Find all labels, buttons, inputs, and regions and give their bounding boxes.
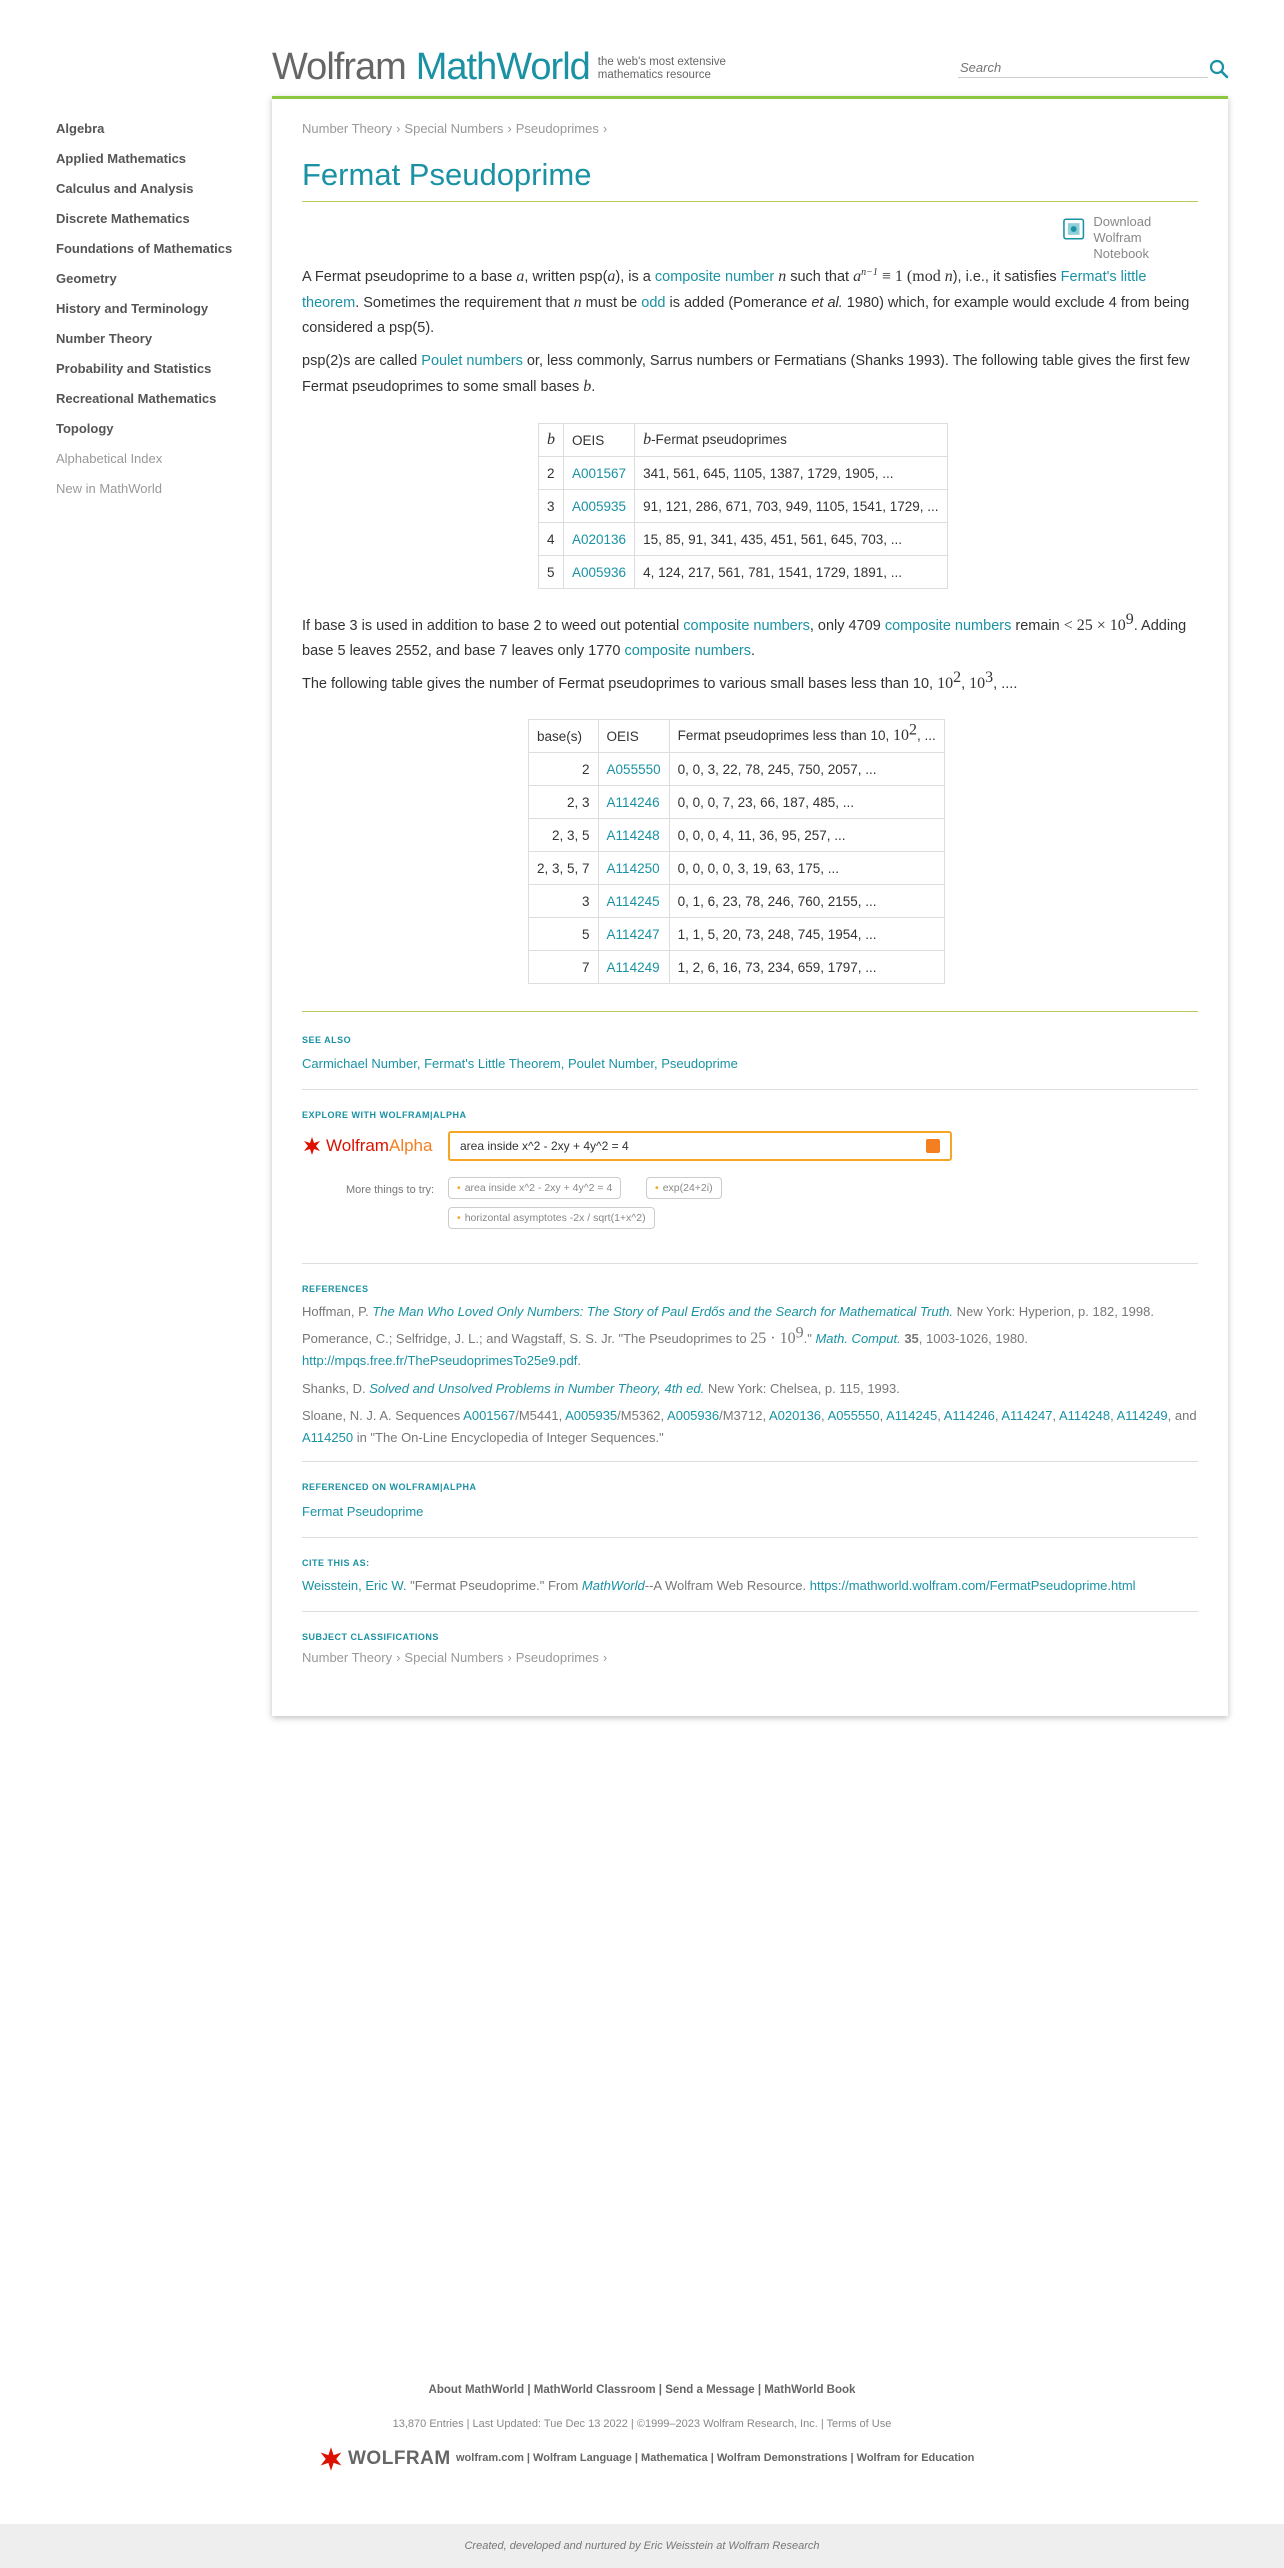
suggestion-text: horizontal asymptotes -2x / sqrt(1+x^2)	[464, 1212, 646, 1224]
text: --A Wolfram Web Resource.	[644, 1578, 810, 1593]
text: Shanks, D.	[302, 1381, 370, 1396]
table-cell: 3	[539, 490, 564, 523]
see-also-link[interactable]: Fermat's Little Theorem	[424, 1056, 561, 1071]
math-expression: 25 · 10	[750, 1330, 796, 1347]
referenced-on-links	[302, 1501, 1198, 1523]
math-n: n	[778, 268, 787, 285]
see-also-label: SEE ALSO	[302, 1035, 352, 1045]
text-italic: Math. Comput.	[815, 1331, 901, 1346]
breadcrumb-separator: ›	[602, 121, 608, 136]
sidebar-item-geometry[interactable]: Geometry	[56, 271, 117, 286]
text: , ....	[993, 676, 1018, 692]
citation-url-link[interactable]: https://mathworld.wolfram.com/FermatPseudoprime.html	[809, 1578, 1136, 1593]
oeis-link[interactable]: A114249	[1116, 1408, 1168, 1423]
text: "Fermat Pseudoprime." From	[406, 1578, 582, 1593]
see-also-links: Carmichael Number, Fermat's Little Theorem, Poulet Number, Pseudoprime	[302, 1056, 738, 1071]
more-things-to-try-label: More things to try:	[346, 1184, 435, 1196]
mathworld-link[interactable]: MathWorld	[581, 1578, 645, 1593]
poulet-paragraph	[302, 349, 1198, 400]
text: Sloane, N. J. A. Sequences	[302, 1408, 464, 1423]
table-header	[539, 424, 564, 457]
table-cell: 4	[539, 523, 564, 556]
wolfram-alpha-logo-text: Alpha	[388, 1136, 433, 1155]
text: ,	[821, 1408, 828, 1423]
table-cell: 0, 0, 0, 0, 3, 19, 63, 175, ...	[669, 852, 944, 885]
math-a: a	[516, 268, 525, 285]
footer-product-links[interactable]: wolfram.com | Wolfram Language | Mathematica | Wolfram Demonstrations | Wolfram for Education	[456, 2452, 975, 2464]
math-bound: < 25 × 10	[1063, 617, 1126, 634]
sidebar-item-probability-and-statistics[interactable]: Probability and Statistics	[56, 361, 212, 376]
text: .	[591, 379, 596, 395]
table-row	[539, 556, 948, 589]
table-cell	[598, 951, 669, 984]
section-divider	[302, 1461, 1198, 1462]
text: A Fermat pseudoprime to a base	[302, 269, 517, 285]
table-cell: 1, 2, 6, 16, 73, 234, 659, 1797, ...	[669, 951, 944, 984]
wolfram-spikey-icon	[318, 2446, 344, 2472]
text: , written psp(	[524, 269, 608, 285]
oeis-link[interactable]: A114246	[943, 1408, 995, 1423]
text: Hoffman, P.	[302, 1304, 373, 1319]
text: ,	[961, 676, 970, 692]
math-formula: ≡ 1 (mod	[881, 268, 945, 285]
see-also-link[interactable]: Pseudoprime	[661, 1056, 738, 1071]
table-cell: 2	[539, 457, 564, 490]
oeis-link[interactable]: A020136	[572, 531, 627, 547]
table-cell: 2	[529, 753, 599, 786]
table-header: base(s)	[529, 720, 599, 753]
math-exponent: 2	[908, 721, 917, 739]
table-row	[539, 457, 948, 490]
text: /M5441,	[515, 1408, 566, 1423]
see-also-link[interactable]: Poulet Number	[567, 1056, 654, 1071]
suggestion-text: area inside x^2 - 2xy + 4y^2 = 4	[464, 1182, 613, 1194]
table-cell: 0, 0, 3, 22, 78, 245, 750, 2057, ...	[669, 753, 944, 786]
article-card	[272, 96, 1228, 1716]
logo-mathworld-text: MathWorld	[415, 46, 590, 88]
table-cell: 15, 85, 91, 341, 435, 451, 561, 645, 703, ...	[635, 523, 948, 556]
sidebar-item-topology[interactable]: Topology	[56, 421, 114, 436]
sidebar-item-alphabetical-index[interactable]: Alphabetical Index	[56, 451, 163, 466]
table-cell	[564, 556, 635, 589]
table-cell	[598, 819, 669, 852]
pseudoprimes-by-base-table	[538, 423, 948, 589]
oeis-link[interactable]: A114248	[606, 827, 660, 843]
table-cell: 5	[539, 556, 564, 589]
composite-numbers-link[interactable]: composite numbers	[624, 643, 751, 659]
wolfram-alpha-suggestion[interactable]	[448, 1207, 655, 1229]
references-label: REFERENCES	[302, 1284, 369, 1294]
table-cell	[564, 490, 635, 523]
base3-paragraph	[302, 613, 1198, 664]
text: such that	[786, 269, 854, 285]
breadcrumb	[302, 121, 611, 136]
table-row	[529, 885, 945, 918]
author-link[interactable]: Weisstein, Eric W.	[302, 1578, 407, 1593]
breadcrumb-item[interactable]: Number Theory	[302, 1650, 393, 1665]
table-row	[539, 523, 948, 556]
text-bold: 35	[900, 1331, 919, 1346]
text: must be	[581, 295, 642, 311]
math-ten: 10	[937, 675, 954, 692]
pseudoprime-counts-table	[528, 719, 945, 984]
breadcrumb-separator: ›	[602, 1650, 608, 1665]
sidebar-item-calculus-and-analysis[interactable]: Calculus and Analysis	[56, 181, 194, 196]
breadcrumb-separator: ›	[507, 121, 512, 136]
table-row	[529, 918, 945, 951]
wolfram-alpha-query-text: area inside x^2 - 2xy + 4y^2 = 4	[460, 1139, 629, 1153]
oeis-link[interactable]: A005936	[572, 564, 627, 580]
math-formula-exponent: n−1	[861, 267, 878, 279]
table-header: OEIS	[564, 424, 635, 457]
reference-url-link[interactable]: http://mpqs.free.fr/ThePseudoprimesTo25e9.pdf	[302, 1353, 578, 1368]
wolfram-alpha-go-button[interactable]	[926, 1139, 940, 1153]
sidebar-item-history-and-terminology[interactable]: History and Terminology	[56, 301, 209, 316]
math-exponent: 3	[985, 669, 994, 687]
notebook-icon	[1062, 217, 1085, 241]
text: .	[751, 643, 756, 659]
oeis-link[interactable]: A001567	[463, 1408, 516, 1423]
text: New York: Chelsea, p. 115, 1993.	[704, 1381, 900, 1396]
page-title: Fermat Pseudoprime	[302, 157, 592, 192]
subject-breadcrumb	[302, 1650, 611, 1665]
table-header: OEIS	[598, 720, 669, 753]
text: ,	[1110, 1408, 1117, 1423]
text: , 1003-1026, 1980.	[918, 1331, 1028, 1346]
text: or, less commonly, Sarrus numbers or Fermatians (Shanks 1993). The following table gives the first few Fermat pseudoprimes to some small bases	[302, 353, 1190, 395]
site-header	[272, 44, 1228, 94]
table-row	[529, 786, 945, 819]
oeis-link[interactable]: A005935	[565, 1408, 618, 1423]
intro-paragraph	[302, 264, 1198, 341]
title-divider	[302, 201, 1198, 202]
text: ), is a	[615, 269, 655, 285]
text: The following table gives the number of Fermat pseudoprimes to various small bases less than 10,	[302, 676, 938, 692]
wolfram-spikey-icon	[302, 1136, 322, 1156]
text: ,	[994, 1408, 1002, 1423]
breadcrumb-separator: ›	[507, 1650, 512, 1665]
table-cell: 4, 124, 217, 561, 781, 1541, 1729, 1891, ...	[635, 556, 948, 589]
oeis-link[interactable]: A114249	[606, 959, 660, 975]
math-ten: 10	[969, 675, 986, 692]
math-b: b	[643, 431, 652, 448]
oeis-link[interactable]: A055550	[606, 761, 661, 777]
table-cell	[564, 523, 635, 556]
breadcrumb-item[interactable]: Special Numbers	[404, 121, 504, 136]
referenced-on-label: REFERENCED ON WOLFRAM|ALPHA	[302, 1482, 477, 1492]
sidebar-item-algebra[interactable]: Algebra	[56, 121, 105, 136]
table-cell: 2, 3	[529, 786, 599, 819]
sidebar-item-foundations-of-mathematics[interactable]: Foundations of Mathematics	[56, 241, 233, 256]
suggestion-dot-icon: •	[655, 1182, 659, 1194]
text: Fermat pseudoprimes less than 10,	[677, 728, 893, 743]
table-cell	[564, 457, 635, 490]
text: is added (Pomerance	[665, 295, 812, 311]
citation	[302, 1575, 1198, 1597]
breadcrumb-item[interactable]: Special Numbers	[404, 1650, 504, 1665]
suggestion-text: exp(24+2i)	[662, 1182, 713, 1194]
subject-classifications-label: SUBJECT CLASSIFICATIONS	[302, 1632, 439, 1642]
text: .	[577, 1353, 581, 1368]
footer-wolfram-text: WOLFRAM	[348, 2448, 451, 2469]
wolfram-alpha-logo[interactable]	[302, 1136, 432, 1156]
breadcrumb-item[interactable]: Pseudoprimes	[515, 1650, 599, 1665]
oeis-link[interactable]: A114248	[1058, 1408, 1111, 1423]
text: . Adding base 5 leaves 2552, and base 7 leaves only 1770	[302, 618, 1187, 659]
reference-item	[302, 1301, 1198, 1323]
sidebar-item-recreational-mathematics[interactable]: Recreational Mathematics	[56, 391, 217, 406]
text: , ...	[916, 728, 936, 743]
logo-tagline: the web's most extensive mathematics resource	[597, 56, 726, 81]
text: ), i.e., it satisfies	[952, 269, 1061, 285]
math-a: a	[607, 268, 616, 285]
sidebar-item-new-in-mathworld[interactable]: New in MathWorld	[56, 481, 162, 496]
oeis-link[interactable]: A114245	[886, 1408, 938, 1423]
table-row	[539, 490, 948, 523]
table-cell	[598, 852, 669, 885]
cite-label: CITE THIS AS:	[302, 1558, 370, 1568]
math-n: n	[573, 294, 582, 311]
referenced-on-link[interactable]: Fermat Pseudoprime	[302, 1504, 424, 1519]
table-row	[529, 951, 945, 984]
table-cell: 341, 561, 645, 1105, 1387, 1729, 1905, ...	[635, 457, 948, 490]
text: remain	[1011, 618, 1064, 634]
text: /M5362,	[617, 1408, 668, 1423]
reference-title-link[interactable]: The Man Who Loved Only Numbers: The Story of Paul Erdős and the Search for Mathematical Truth.	[372, 1304, 954, 1319]
footer-links[interactable]: About MathWorld | MathWorld Classroom | Send a Message | MathWorld Book	[428, 2384, 856, 2396]
text: ,	[879, 1408, 887, 1423]
math-formula-base: a	[853, 268, 862, 285]
text: ."	[803, 1331, 816, 1346]
text: , only 4709	[809, 618, 885, 634]
search-input[interactable]	[958, 54, 1208, 78]
math-ten: 10	[892, 727, 909, 744]
sidebar-item-number-theory[interactable]: Number Theory	[56, 331, 153, 346]
notebook-label	[1093, 214, 1198, 262]
suggestion-dot-icon: •	[457, 1212, 461, 1224]
math-n: n	[944, 268, 953, 285]
table-cell: 1, 1, 5, 20, 73, 248, 745, 1954, ...	[669, 918, 944, 951]
suggestion-dot-icon: •	[457, 1182, 461, 1194]
composite-numbers-link[interactable]: composite numbers	[884, 618, 1012, 634]
sidebar-item-applied-mathematics[interactable]: Applied Mathematics	[56, 151, 187, 166]
text: , and	[1167, 1408, 1197, 1423]
credit-bar: Created, developed and nurtured by Eric Weisstein at Wolfram Research	[0, 2524, 1284, 2568]
oeis-link[interactable]: A020136	[768, 1408, 822, 1423]
wolfram-alpha-suggestion[interactable]	[646, 1177, 722, 1199]
math-exponent: 9	[1125, 611, 1134, 629]
oeis-link[interactable]: A114250	[302, 1430, 354, 1445]
text-italic: et al.	[811, 295, 843, 311]
oeis-link[interactable]: A055550	[827, 1408, 880, 1423]
text: Pomerance, C.; Selfridge, J. L.; and Wagstaff, S. S. Jr. "The Pseudoprimes to	[302, 1331, 751, 1346]
table-header	[669, 720, 944, 753]
table-cell: 3	[529, 885, 599, 918]
oeis-link[interactable]: A005935	[572, 498, 627, 514]
oeis-link[interactable]: A114247	[1001, 1408, 1053, 1423]
text: . Sometimes the requirement that	[355, 295, 574, 311]
math-b: b	[583, 378, 592, 395]
wolfram-alpha-logo-text: Wolfram	[326, 1136, 389, 1155]
table-cell: 7	[529, 951, 599, 984]
poulet-numbers-link[interactable]: Poulet numbers	[421, 353, 523, 369]
table-cell: 5	[529, 918, 599, 951]
table-cell: 0, 1, 6, 23, 78, 246, 760, 2155, ...	[669, 885, 944, 918]
section-divider	[302, 1089, 1198, 1090]
table-header-row	[529, 720, 945, 753]
table-cell: 0, 0, 0, 4, 11, 36, 95, 257, ...	[669, 819, 944, 852]
search-icon[interactable]	[1208, 58, 1230, 80]
wolfram-alpha-suggestion[interactable]	[448, 1177, 621, 1199]
section-divider	[302, 1263, 1198, 1264]
composite-number-link[interactable]: composite number	[654, 269, 775, 285]
table-cell	[598, 753, 669, 786]
oeis-link[interactable]: A114246	[606, 794, 660, 810]
breadcrumb-separator: ›	[396, 121, 401, 136]
table-cell	[598, 885, 669, 918]
topic-sidebar	[56, 116, 266, 506]
footer-meta: 13,870 Entries | Last Updated: Tue Dec 13 2022 | ©1999–2023 Wolfram Research, Inc. | Terms of Use	[392, 2418, 892, 2430]
wolfram-alpha-query-input[interactable]	[448, 1131, 952, 1161]
oeis-link[interactable]: A114245	[606, 893, 660, 909]
table-header	[635, 424, 948, 457]
text: New York: Hyperion, p. 182, 1998.	[953, 1304, 1154, 1319]
text: /M3712,	[719, 1408, 769, 1423]
logo-wolfram-text: Wolfram	[272, 46, 406, 88]
math-b: b	[547, 431, 555, 448]
text: psp(2)s are called	[302, 353, 422, 369]
table-cell: 2, 3, 5, 7	[529, 852, 599, 885]
table-header-row	[539, 424, 948, 457]
breadcrumb-item[interactable]: Number Theory	[302, 121, 393, 136]
table-cell: 2, 3, 5	[529, 819, 599, 852]
table-row	[529, 852, 945, 885]
section-divider	[302, 1537, 1198, 1538]
reference-item	[302, 1378, 1198, 1400]
table-cell: 0, 0, 0, 7, 23, 66, 187, 485, ...	[669, 786, 944, 819]
notebook-label-line1: Download	[1093, 214, 1152, 229]
reference-title-link[interactable]: Solved and Unsolved Problems in Number Theory, 4th ed.	[369, 1381, 705, 1396]
text: in "The On-Line Encyclopedia of Integer Sequences."	[353, 1430, 664, 1445]
text: ,	[1052, 1408, 1059, 1423]
odd-link[interactable]: odd	[641, 295, 666, 311]
oeis-link[interactable]: A114250	[606, 860, 660, 876]
table-cell	[598, 786, 669, 819]
table-cell: 91, 121, 286, 671, 703, 949, 1105, 1541, 1729, ...	[635, 490, 948, 523]
wolfram-alpha-label: EXPLORE WITH WOLFRAM|ALPHA	[302, 1110, 467, 1120]
notebook-label-line2: Wolfram Notebook	[1093, 230, 1150, 261]
text: 1980) which, for example would exclude 4 from being considered a psp(5).	[302, 295, 1190, 336]
table2-intro-paragraph	[302, 671, 1198, 697]
breadcrumb-item[interactable]: Pseudoprimes	[515, 121, 599, 136]
reference-item	[302, 1324, 1198, 1372]
breadcrumb-separator: ›	[396, 1650, 401, 1665]
oeis-link[interactable]: A005936	[667, 1408, 720, 1423]
section-divider	[302, 1011, 1198, 1012]
table-cell	[598, 918, 669, 951]
footer-wolfram-logo[interactable]	[318, 2446, 451, 2472]
fermats-little-theorem-link[interactable]: Fermat's little theorem	[302, 269, 1147, 311]
table-row	[529, 753, 945, 786]
oeis-link[interactable]: A001567	[572, 465, 627, 481]
text: ,	[937, 1408, 944, 1423]
reference-item	[302, 1405, 1198, 1449]
table-row	[529, 819, 945, 852]
see-also-link[interactable]: Carmichael Number	[302, 1056, 417, 1071]
text: If base 3 is used in addition to base 2 to weed out potential	[302, 618, 684, 634]
sidebar-item-discrete-mathematics[interactable]: Discrete Mathematics	[56, 211, 190, 226]
download-notebook-button[interactable]	[1062, 214, 1198, 262]
math-exponent: 2	[953, 669, 962, 687]
text: -Fermat pseudoprimes	[651, 432, 787, 447]
composite-numbers-link[interactable]: composite numbers	[683, 618, 810, 634]
section-divider	[302, 1611, 1198, 1612]
oeis-link[interactable]: A114247	[606, 926, 660, 942]
mathworld-logo[interactable]	[272, 48, 738, 86]
math-exponent: 9	[795, 1324, 804, 1342]
